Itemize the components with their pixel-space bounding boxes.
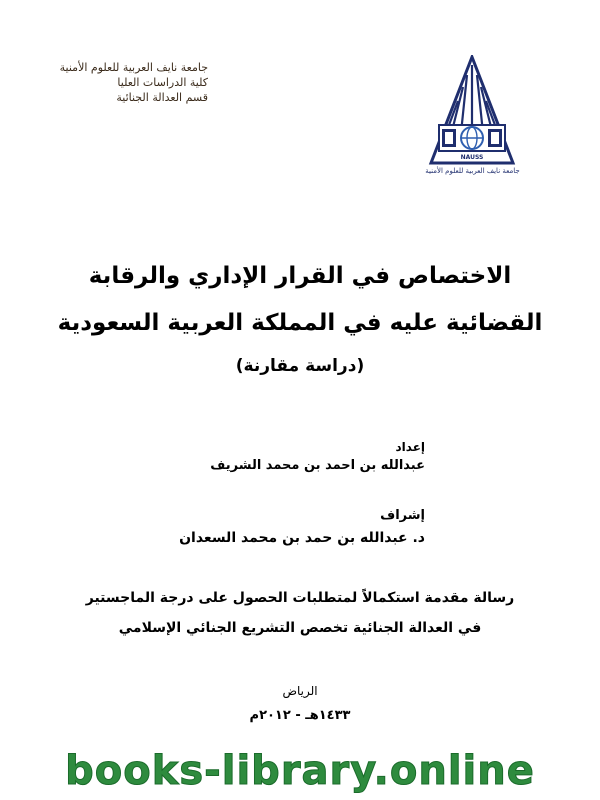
college-name: كلية الدراسات العليا: [117, 76, 208, 89]
institution-block: [60, 60, 208, 105]
university-logo: [425, 55, 520, 183]
date: ١٤٣٣هـ - ٢٠١٢م: [249, 708, 351, 723]
author-name: عبدالله بن احمد بن محمد الشريف: [210, 458, 425, 473]
title-line-1: الاختصاص في القرار الإداري والرقابة: [88, 263, 512, 289]
thesis-statement-line-2: في العدالة الجنائية تخصص التشريع الجنائي الإسلامي: [118, 620, 482, 636]
prepared-by-label: إعداد: [395, 440, 425, 454]
logo-name: NAUSS: [460, 154, 484, 161]
department-name: قسم العدالة الجنائية: [116, 91, 208, 104]
watermark: books-library.online: [65, 748, 535, 794]
logo-caption: جامعة نايف العربية للعلوم الأمنية: [425, 167, 520, 175]
thesis-statement-line-1: رسالة مقدمة استكمالاً لمتطلبات الحصول على درجة الماجستير: [85, 590, 515, 606]
nauss-logo-icon: [425, 55, 520, 167]
supervisor-name: د. عبدالله بن حمد بن محمد السعدان: [179, 530, 425, 546]
city: الرياض: [282, 684, 318, 698]
university-name: جامعة نايف العربية للعلوم الأمنية: [59, 61, 208, 74]
supervision-label: إشراف: [380, 508, 425, 523]
title-subtitle: (دراسة مقارنة): [235, 356, 365, 376]
title-line-2: القضائية عليه في المملكة العربية السعودية: [57, 310, 543, 336]
